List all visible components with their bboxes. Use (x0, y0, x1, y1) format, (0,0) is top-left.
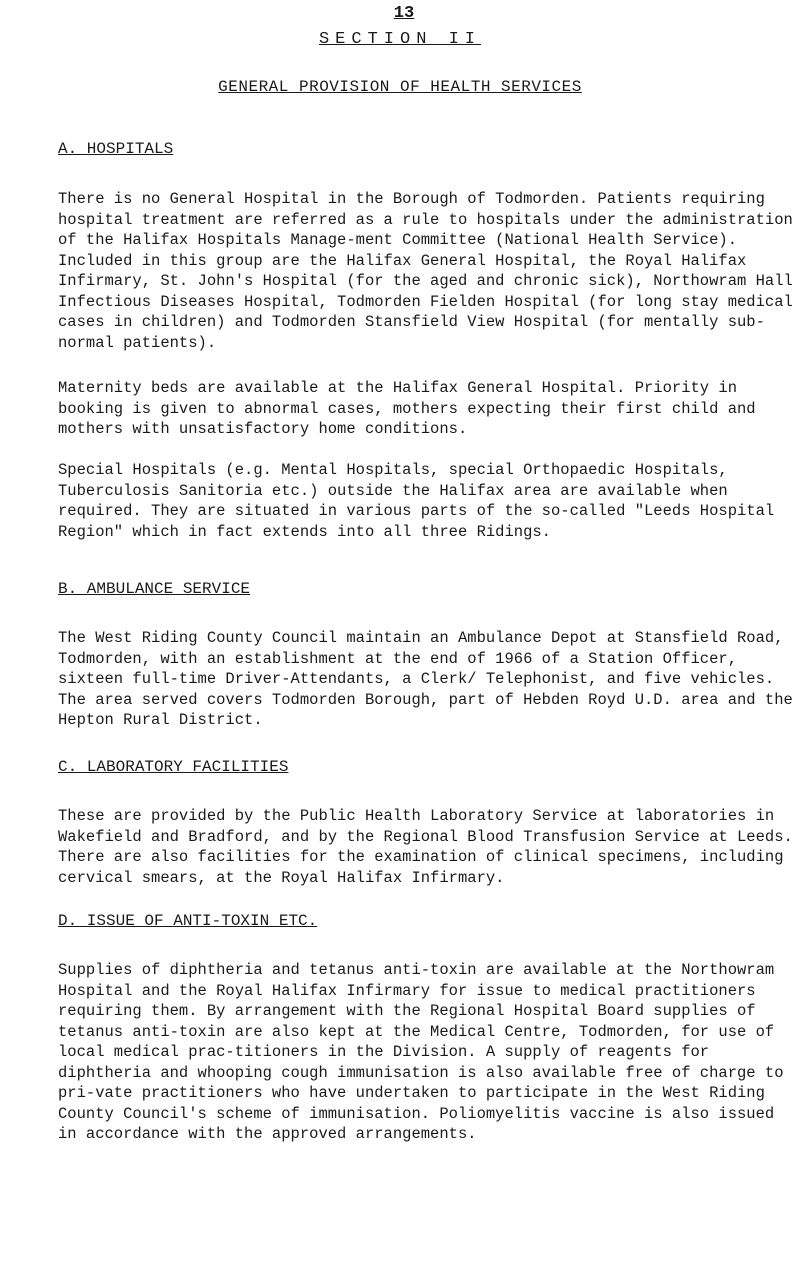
antitoxin-paragraph-1: Supplies of diphtheria and tetanus anti-toxin are available at the Northowram Hospital and the Royal Halifax Infirmary for issue to medical practitioners requiring them. By arrangement with the Regional Hospital Board supplies of tetanus anti-toxin are also kept at the Medical Centre, Todmorden, for use of local medical prac-titioners in the Division. A supply of reagents for diphtheria and whooping cough immunisation is also available free of charge to pri-vate practitioners who have undertaken to participate in the West Riding County Council's scheme of immunisation. Poliomyelitis vaccine is also issued in accordance with the approved arrangements. (58, 961, 784, 1143)
heading-ambulance-service: B. AMBULANCE SERVICE (58, 580, 251, 598)
heading-issue-of-antitoxin: D. ISSUE OF ANTI-TOXIN ETC. (58, 912, 318, 930)
heading-laboratory-facilities: C. LABORATORY FACILITIES (58, 758, 289, 776)
page-number: 13 (393, 4, 415, 23)
heading-hospitals: A. HOSPITALS (58, 140, 174, 158)
hospitals-paragraph-3: Special Hospitals (e.g. Mental Hospitals, special Orthopaedic Hospitals, Tuberculosis Sanitoria etc.) outside the Halifax area are available when required. They are situated in various parts of the so-called "Leeds Hospital Region" which in fact extends into all three Ridings. (58, 461, 775, 541)
hospitals-paragraph-1: There is no General Hospital in the Borough of Todmorden. Patients requiring hospital treatment are referred as a rule to hospitals under the administration of the Halifax Hospitals Manage-ment Committee (National Health Service). Included in this group are the Halifax General Hospital, the Royal Halifax Infirmary, St. John's Hospital (for the aged and chronic sick), Northowram Hall Infectious Diseases Hospital, Todmorden Fielden Hospital (for long stay medical cases in children) and Todmorden Stansfield View Hospital (for mentally sub-normal patients). (58, 190, 793, 352)
hospitals-paragraph-2: Maternity beds are available at the Halifax General Hospital. Priority in booking is given to abnormal cases, mothers expecting their first child and mothers with unsatisfactory home conditions. (58, 379, 756, 438)
ambulance-paragraph-1: The West Riding County Council maintain an Ambulance Depot at Stansfield Road, Todmorden, with an establishment at the end of 1966 of a Station Officer, sixteen full-time Driver-Attendants, a Clerk/ Telephonist, and five vehicles. The area served covers Todmorden Borough, part of Hebden Royd U.D. area and the Hepton Rural District. (58, 629, 793, 729)
document-title: GENERAL PROVISION OF HEALTH SERVICES (218, 78, 582, 96)
section-heading: SECTION II (318, 30, 482, 49)
laboratory-paragraph-1: These are provided by the Public Health Laboratory Service at laboratories in Wakefield and Bradford, and by the Regional Blood Transfusion Service at Leeds. There are also facilities for the examination of clinical specimens, including cervical smears, at the Royal Halifax Infirmary. (58, 807, 793, 887)
